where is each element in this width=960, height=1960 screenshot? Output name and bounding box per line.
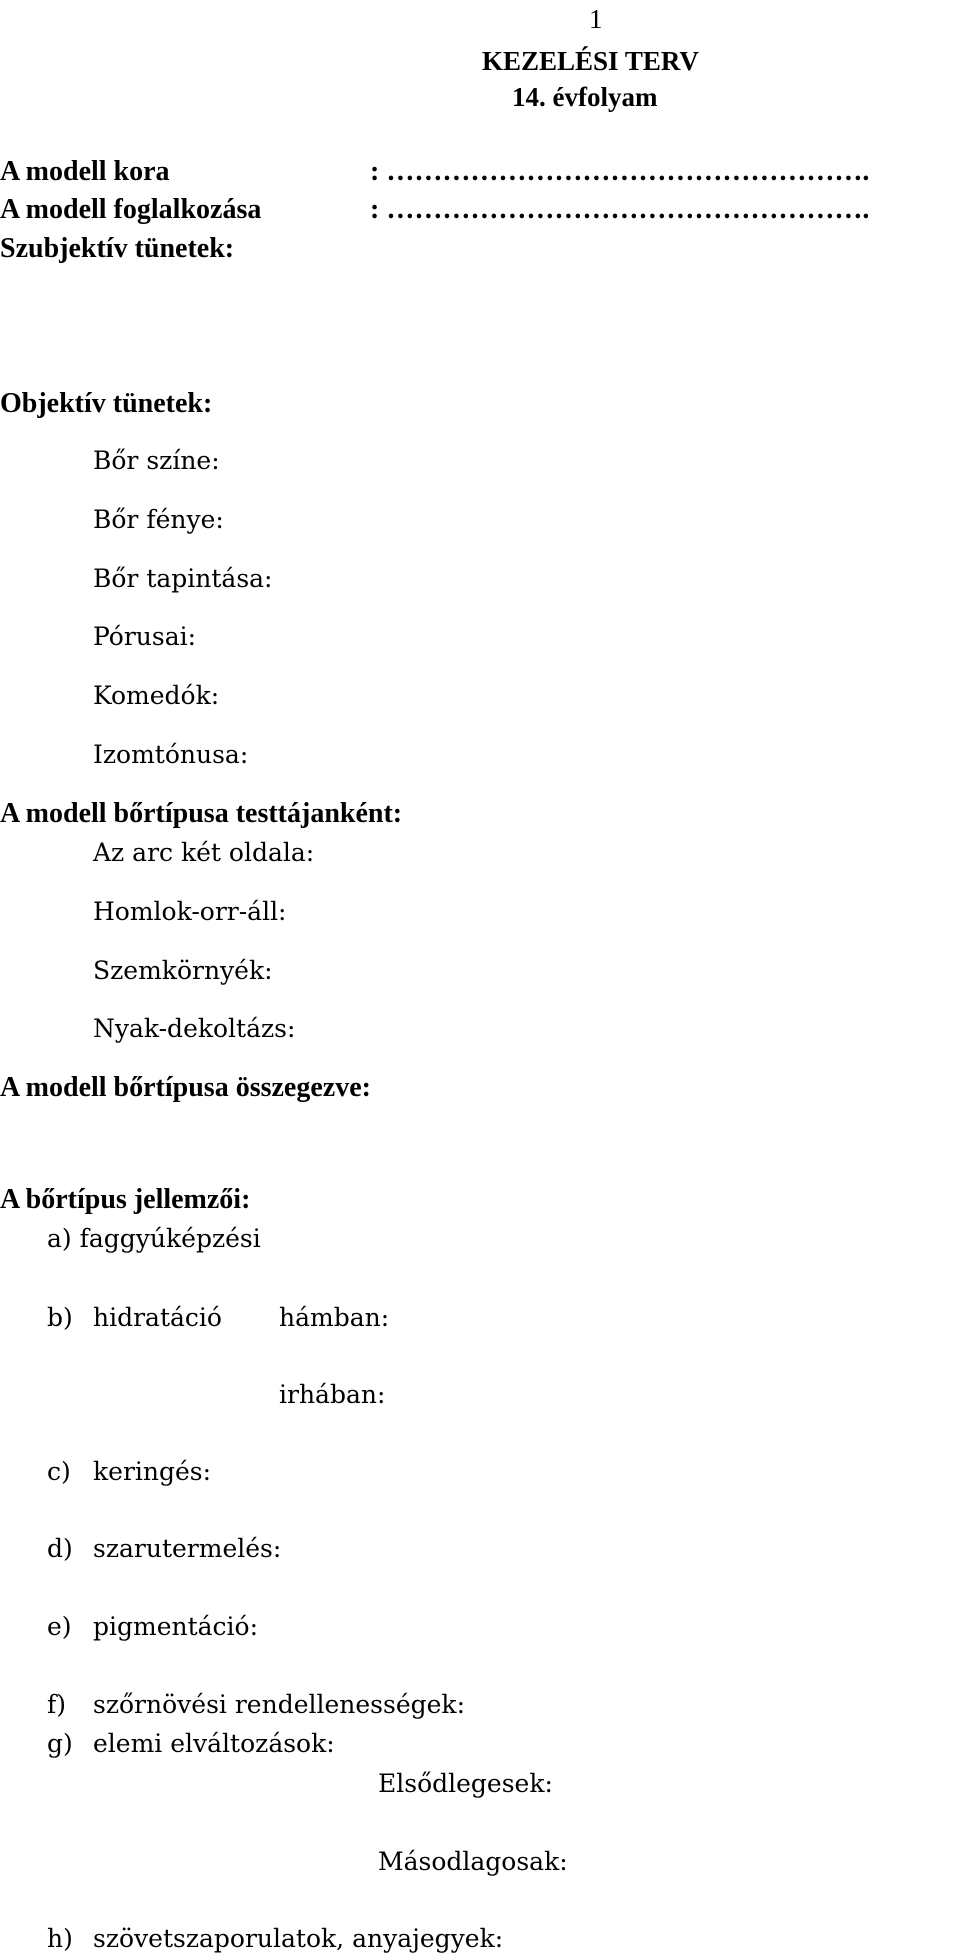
objective-item-muscle-tone: Izomtónusa:: [93, 740, 249, 769]
hydration-epidermis-label: hámban:: [279, 1303, 390, 1332]
area-item-t-zone: Homlok-orr-áll:: [93, 897, 287, 926]
objective-item-skin-shine: Bőr fénye:: [93, 505, 224, 534]
characteristic-circulation-label: keringés:: [93, 1457, 212, 1486]
page-number: 1: [589, 4, 603, 34]
objective-item-comedones: Komedók:: [93, 681, 220, 710]
document-subtitle: 14. évfolyam: [512, 82, 658, 112]
characteristic-growths-letter: h): [47, 1924, 73, 1953]
area-item-neck-decollete: Nyak-dekoltázs:: [93, 1014, 296, 1043]
subjective-symptoms-label: Szubjektív tünetek:: [0, 233, 235, 264]
lesions-primary-label: Elsődlegesek:: [378, 1769, 553, 1798]
characteristic-keratin-label: szarutermelés:: [93, 1534, 282, 1563]
objective-item-skin-texture: Bőr tapintása:: [93, 564, 273, 593]
area-item-cheeks: Az arc két oldala:: [93, 838, 315, 867]
model-occupation-label: A modell foglalkozása: [0, 194, 262, 225]
model-occupation-value: : …………………………………………….: [370, 194, 870, 225]
objective-symptoms-heading: Objektív tünetek:: [0, 388, 213, 419]
characteristic-circulation-letter: c): [47, 1457, 71, 1486]
objective-item-pores: Pórusai:: [93, 622, 197, 651]
area-item-eye-area: Szemkörnyék:: [93, 956, 273, 985]
characteristic-keratin-letter: d): [47, 1534, 73, 1563]
characteristic-lesions-letter: g): [47, 1729, 73, 1758]
characteristic-pigmentation-label: pigmentáció:: [93, 1612, 259, 1641]
lesions-secondary-label: Másodlagosak:: [378, 1847, 568, 1876]
characteristic-hydration-letter: b): [47, 1303, 73, 1332]
model-age-value: : …………………………………………….: [370, 156, 870, 187]
characteristic-hair-growth-label: szőrnövési rendellenességek:: [93, 1690, 465, 1719]
skin-characteristics-heading: A bőrtípus jellemzői:: [0, 1184, 251, 1215]
characteristic-pigmentation-letter: e): [47, 1612, 72, 1641]
characteristic-growths-label: szövetszaporulatok, anyajegyek:: [93, 1924, 504, 1953]
hydration-dermis-label: irhában:: [279, 1380, 386, 1409]
document-title: KEZELÉSI TERV: [482, 46, 699, 76]
characteristic-hydration-label: hidratáció: [93, 1303, 222, 1332]
skin-type-by-area-heading: A modell bőrtípusa testtájanként:: [0, 798, 403, 829]
characteristic-lesions-label: elemi elváltozások:: [93, 1729, 335, 1758]
model-age-label: A modell kora: [0, 156, 170, 187]
characteristic-hair-growth-letter: f): [47, 1690, 67, 1719]
characteristic-sebum: a) faggyúképzési: [47, 1224, 261, 1253]
objective-item-skin-color: Bőr színe:: [93, 446, 220, 475]
skin-type-summary-heading: A modell bőrtípusa összegezve:: [0, 1072, 371, 1103]
